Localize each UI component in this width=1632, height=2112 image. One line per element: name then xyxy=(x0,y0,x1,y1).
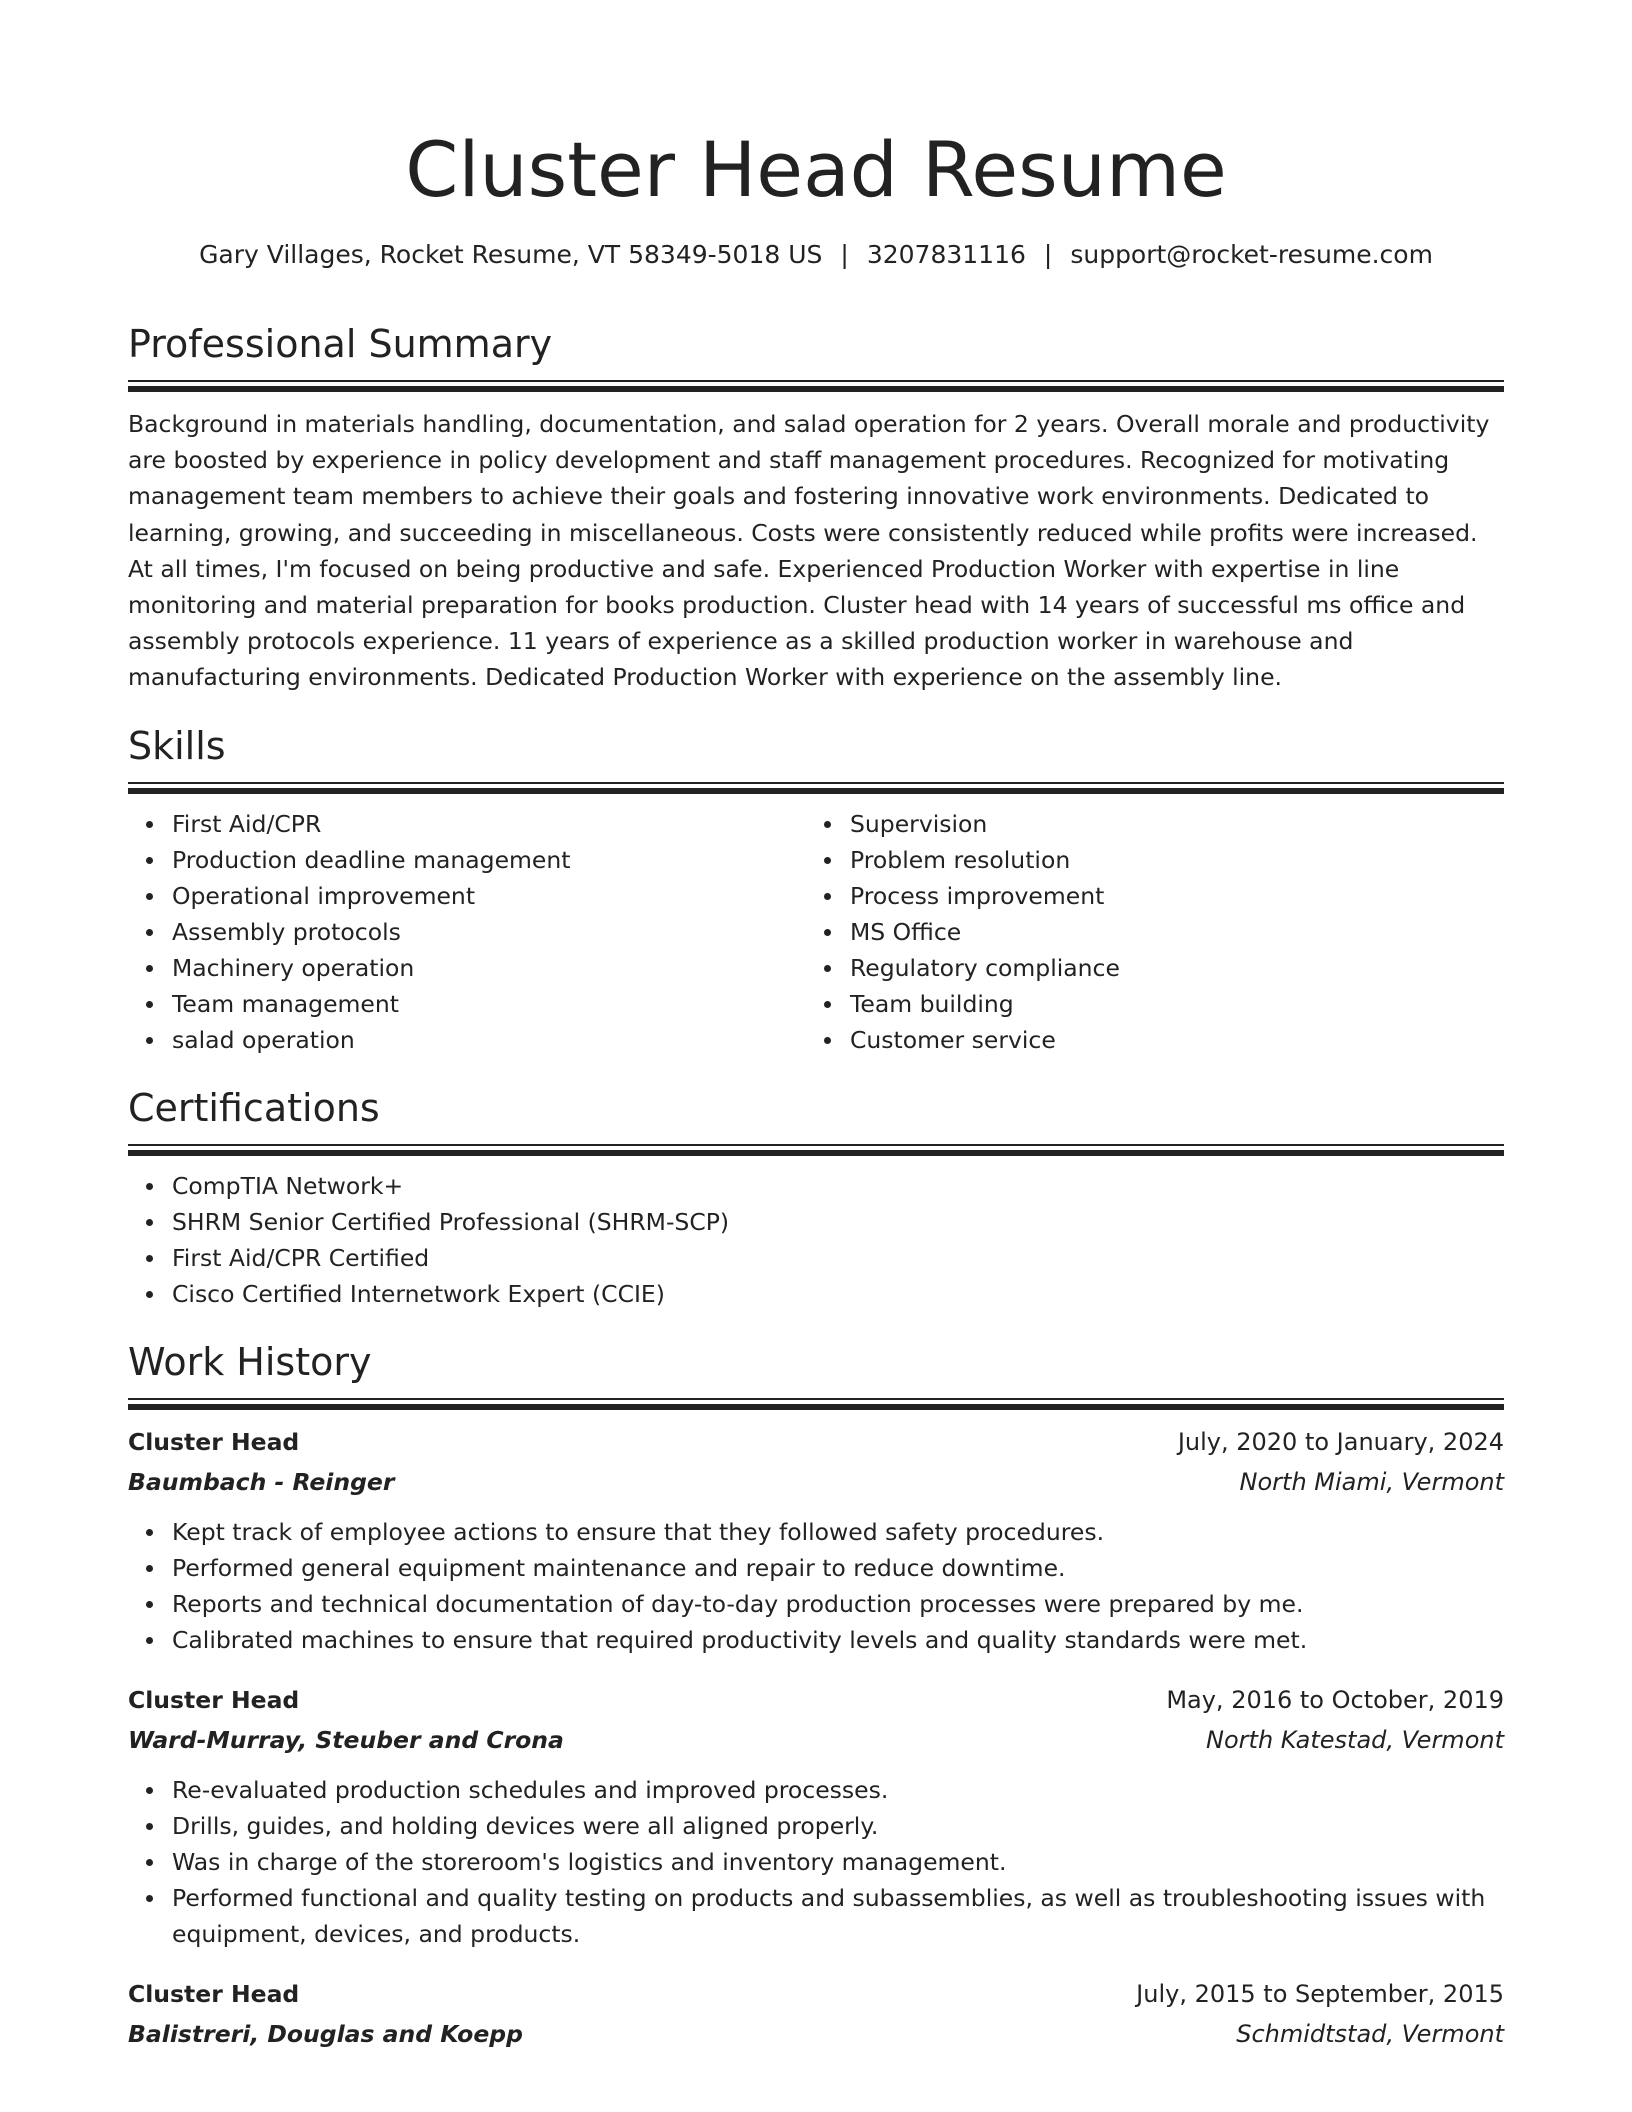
contact-separator: | xyxy=(840,240,849,269)
job-title: Cluster Head xyxy=(128,1685,300,1714)
skill-item: Machinery operation xyxy=(128,950,806,986)
job-dates: May, 2016 to October, 2019 xyxy=(1166,1685,1504,1714)
job-header-row xyxy=(128,1974,1504,2014)
job-bullet: Performed general equipment maintenance and repair to reduce downtime. xyxy=(128,1550,1504,1586)
contact-separator: | xyxy=(1043,240,1053,269)
job-bullet: Was in charge of the storeroom's logistics and inventory management. xyxy=(128,1844,1504,1880)
contact-address: Gary Villages, Rocket Resume, VT 58349-5018 US xyxy=(199,240,823,269)
skill-item: Team management xyxy=(128,986,806,1022)
job-bullets xyxy=(128,1514,1504,1658)
job-company-row xyxy=(128,2014,1504,2054)
job-bullets xyxy=(128,1772,1504,1952)
section-divider xyxy=(128,1144,1504,1156)
skill-item: Assembly protocols xyxy=(128,914,806,950)
job-bullet: Kept track of employee actions to ensure that they followed safety procedures. xyxy=(128,1514,1504,1550)
certification-item: CompTIA Network+ xyxy=(128,1168,1504,1204)
job-location: Schmidtstad, Vermont xyxy=(1236,2019,1504,2048)
professional-summary-section xyxy=(128,320,1504,696)
skill-item: Problem resolution xyxy=(806,842,1484,878)
section-divider xyxy=(128,380,1504,392)
section-divider xyxy=(128,782,1504,794)
skill-item: Operational improvement xyxy=(128,878,806,914)
certification-item: SHRM Senior Certified Professional (SHRM-SCP) xyxy=(128,1204,1504,1240)
job-dates: July, 2015 to September, 2015 xyxy=(1136,1979,1504,2008)
job-bullet: Performed functional and quality testing on products and subassemblies, as well as troubleshooting issues with equipment, devices, and products. xyxy=(128,1880,1504,1952)
section-heading: Certifications xyxy=(128,1085,380,1130)
job-title: Cluster Head xyxy=(128,1427,300,1456)
skills-section xyxy=(128,722,1504,1058)
skill-item: salad operation xyxy=(128,1022,806,1058)
skills-left-column xyxy=(128,806,806,1058)
section-divider xyxy=(128,1398,1504,1410)
certification-item: Cisco Certified Internetwork Expert (CCIE) xyxy=(128,1276,1504,1312)
certifications-section xyxy=(128,1084,1504,1312)
job-header-row xyxy=(128,1680,1504,1720)
job-location: North Katestad, Vermont xyxy=(1206,1725,1504,1754)
skill-item: Production deadline management xyxy=(128,842,806,878)
job-company: Baumbach - Reinger xyxy=(128,1467,395,1496)
job-dates: July, 2020 to January, 2024 xyxy=(1177,1427,1504,1456)
job-company: Ward-Murray, Steuber and Crona xyxy=(128,1725,564,1754)
skill-item: Customer service xyxy=(806,1022,1484,1058)
job-bullet: Drills, guides, and holding devices were all aligned properly. xyxy=(128,1808,1504,1844)
job-location: North Miami, Vermont xyxy=(1239,1467,1504,1496)
certifications-list xyxy=(128,1168,1504,1312)
skill-item: First Aid/CPR xyxy=(128,806,806,842)
section-heading: Work History xyxy=(128,1339,372,1384)
skills-right-column xyxy=(806,806,1484,1058)
work-history-section xyxy=(128,1338,1504,2054)
section-heading: Professional Summary xyxy=(128,322,553,366)
contact-email[interactable]: support@rocket-resume.com xyxy=(1070,240,1433,269)
job-bullet: Reports and technical documentation of day-to-day production processes were prepared by me. xyxy=(128,1586,1504,1622)
resume-page xyxy=(128,0,1504,2054)
skills-grid xyxy=(128,806,1504,1058)
contact-line xyxy=(128,238,1504,272)
job-bullet: Calibrated machines to ensure that required productivity levels and quality standards were met. xyxy=(128,1622,1504,1658)
certification-item: First Aid/CPR Certified xyxy=(128,1240,1504,1276)
skill-item: Process improvement xyxy=(806,878,1484,914)
resume-title: Cluster Head Resume xyxy=(405,125,1227,214)
job-header-row xyxy=(128,1422,1504,1462)
skill-item: MS Office xyxy=(806,914,1484,950)
job-entry xyxy=(128,1974,1504,2054)
job-entry xyxy=(128,1680,1504,1952)
job-company: Balistreri, Douglas and Koepp xyxy=(128,2019,523,2048)
job-entry xyxy=(128,1422,1504,1658)
skill-item: Regulatory compliance xyxy=(806,950,1484,986)
job-title: Cluster Head xyxy=(128,1979,300,2008)
job-bullet: Re-evaluated production schedules and improved processes. xyxy=(128,1772,1504,1808)
skill-item: Supervision xyxy=(806,806,1484,842)
section-heading: Skills xyxy=(128,723,226,768)
job-company-row xyxy=(128,1720,1504,1760)
job-company-row xyxy=(128,1462,1504,1502)
summary-text: Background in materials handling, documentation, and salad operation for 2 years. Overall morale and productivity are boosted by experience in policy development and staff management procedures. Recognized for motivating management team members to achieve their goals and fostering innovative work environments. Dedicated to learning, growing, and succeeding in miscellaneous. Costs were consistently reduced while profits were increased. At all times, I'm focused on being productive and safe. Experienced Production Worker with expertise in line monitoring and material preparation for books production. Cluster head with 14 years of successful ms office and assembly protocols experience. 11 years of experience as a skilled production worker in warehouse and manufacturing environments. Dedicated Production Worker with experience on the assembly line. xyxy=(128,410,1490,692)
contact-phone: 3207831116 xyxy=(866,240,1026,269)
skill-item: Team building xyxy=(806,986,1484,1022)
